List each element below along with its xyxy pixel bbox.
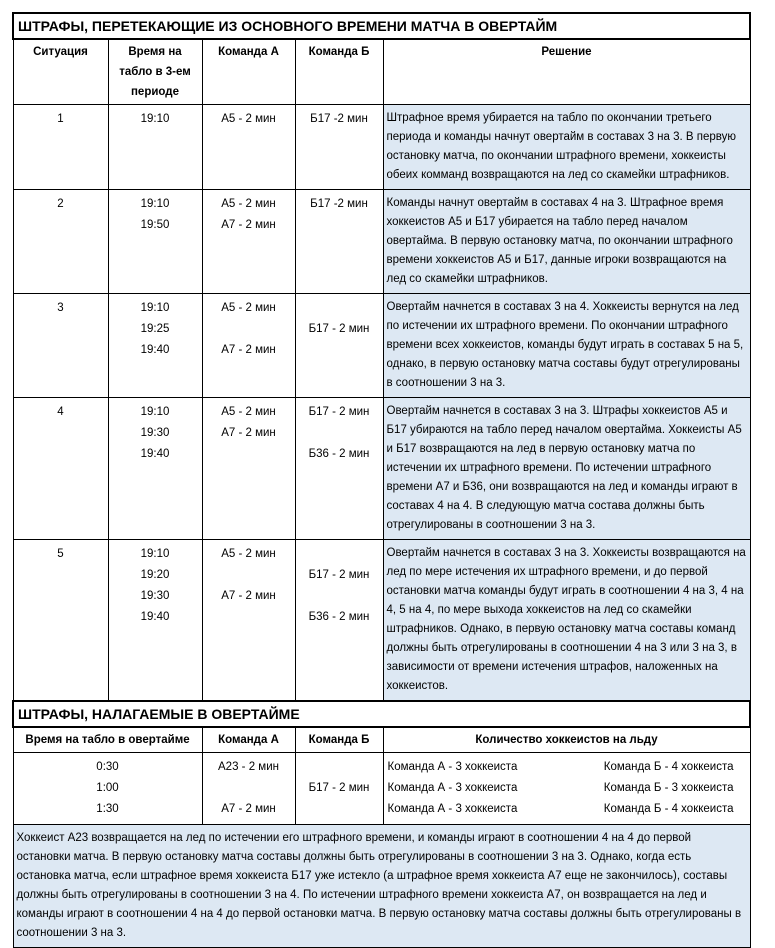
team-b-penalty <box>298 298 381 319</box>
team-a-penalty <box>205 319 293 340</box>
header-team-a: Команда А <box>202 39 295 105</box>
ot-time-value: 1:00 <box>96 782 119 794</box>
team-a-penalty: А7 - 2 мин <box>221 427 276 439</box>
ot-team-a-penalty <box>205 778 293 799</box>
situation-number: 4 <box>13 398 108 540</box>
header-ot-players: Количество хоккеистов на льду <box>383 727 750 753</box>
ot-note: Хоккеист А23 возвращается на лед по истечении его штрафного времени, и команды играют в соотношении 4 на 4 до первой остановки матча. В первую остановку матча составы должны быть отрегулированы в соотношении 3 на 3. Однако, когда есть остановка матча, если штрафное время хоккеиста Б17 уже истекло (а штрафное время хоккеиста А7 еще не закончилось), составы должны быть отрегулированы в соотношении 3 на 4. По истечении штрафного времени хоккеиста А7, он возвращается на лед и команды играют в соотношении 4 на 4 до первой остановки матча. В первую остановку матча составы должны быть отрегулированы в соотношении 3 на 3. <box>13 825 750 948</box>
team-a-penalty: А7 - 2 мин <box>221 590 276 602</box>
section1-title: ШТРАФЫ, ПЕРЕТЕКАЮЩИЕ ИЗ ОСНОВНОГО ВРЕМЕНИ МАТЧА В ОВЕРТАЙМ <box>13 13 750 39</box>
team-b-cell <box>295 105 383 190</box>
team-b-penalty <box>298 586 381 607</box>
header-ot-team-b: Команда Б <box>295 727 383 753</box>
ot-team-b-penalty <box>298 799 381 820</box>
decision-text: Штрафное время убирается на табло по окончании третьего периода и команды начнут овертайм в составах 3 на 3. В первую остановку матча, по окончании штрафного времени, хоккеисты обеих комманд возвращаются на лед со скамейки штрафников. <box>383 105 750 190</box>
team-a-cell <box>202 294 295 398</box>
team-a-penalty <box>205 565 293 586</box>
section2-title: ШТРАФЫ, НАЛАГАЕМЫЕ В ОВЕРТАЙМЕ <box>13 701 750 727</box>
team-b-penalty: Б17 -2 мин <box>310 198 368 210</box>
team-a-players: Команда А - 3 хоккеиста <box>387 782 518 794</box>
team-a-cell <box>202 190 295 294</box>
situation-number: 1 <box>13 105 108 190</box>
situation-row <box>13 190 750 294</box>
header-team-b: Команда Б <box>295 39 383 105</box>
header-situation: Ситуация <box>13 39 108 105</box>
situation-number: 5 <box>13 540 108 702</box>
header-time: Время на табло в 3-ем периоде <box>108 39 202 105</box>
time-value: 19:20 <box>140 569 170 581</box>
time-value: 19:40 <box>140 448 170 460</box>
ot-time-value: 0:30 <box>96 761 119 773</box>
team-b-penalty: Б36 - 2 мин <box>308 611 370 623</box>
document-page <box>12 12 749 948</box>
team-a-penalty <box>205 607 293 628</box>
players-line <box>386 799 748 820</box>
team-b-players: Команда Б - 3 хоккеиста <box>603 782 734 794</box>
time-value: 19:10 <box>140 548 170 560</box>
ot-team-b-penalty: Б17 - 2 мин <box>308 782 370 794</box>
team-b-penalty: Б17 - 2 мин <box>308 323 370 335</box>
time-value: 19:10 <box>140 406 170 418</box>
team-b-penalty: Б36 - 2 мин <box>308 448 370 460</box>
ot-time-value: 1:30 <box>96 803 119 815</box>
team-b-penalty: Б17 - 2 мин <box>308 569 370 581</box>
time-value: 19:30 <box>140 590 170 602</box>
time-value: 19:30 <box>140 427 170 439</box>
team-a-penalty: А5 - 2 мин <box>221 302 276 314</box>
time-value: 19:10 <box>140 113 170 125</box>
players-line <box>386 757 748 778</box>
team-b-players: Команда Б - 4 хоккеиста <box>603 761 734 773</box>
time-value: 19:50 <box>140 219 170 231</box>
team-a-penalty: А7 - 2 мин <box>221 219 276 231</box>
decision-text: Команды начнут овертайм в составах 4 на 3. Штрафное время хоккеистов А5 и Б17 убирается на табло перед началом овертайма. В первую остановку матча, по окончании штрафного времени хоккеистов А5 и Б17, данные игроки возвращаются на лед со скамейки штрафников. <box>383 190 750 294</box>
situation-row <box>13 398 750 540</box>
time-cell <box>108 398 202 540</box>
decision-text: Овертайм начнется в составах 3 на 3. Хоккеисты возвращаются на лед по мере истечения их штрафного времени, и до первой остановки матча команды будут играть в соотношении 4 на 3, 4 на 4, 5 на 4, по мере выхода хоккеистов на лед со скамейки штрафников. Однако, в первую остановку матча составы команд должны быть отрегулированы в соотношении 4 на 3 или 3 на 3, в зависимости от времени истечения штрафов, наложенных на хоккеистов. <box>383 540 750 702</box>
team-b-penalty: Б17 - 2 мин <box>308 406 370 418</box>
ot-team-a-cell <box>202 753 295 825</box>
team-b-players: Команда Б - 4 хоккеиста <box>603 803 734 815</box>
players-line <box>386 778 748 799</box>
time-value: 19:10 <box>140 198 170 210</box>
team-b-cell <box>295 190 383 294</box>
ot-team-b-cell <box>295 753 383 825</box>
team-b-cell <box>295 398 383 540</box>
decision-text: Овертайм начнется в составах 3 на 4. Хоккеисты вернутся на лед по истечении их штрафного времени. По окончании штрафного времени всех хоккеистов, команды будут играть в составах 5 на 5, однако, в первую остановку матча составы будут отрегулированы в соотношении 3 на 3. <box>383 294 750 398</box>
header-ot-time: Время на табло в овертайме <box>13 727 202 753</box>
team-a-penalty <box>205 444 293 465</box>
team-b-penalty: Б17 -2 мин <box>310 113 368 125</box>
ot-row <box>13 753 750 825</box>
time-cell <box>108 105 202 190</box>
team-a-penalty: А5 - 2 мин <box>221 198 276 210</box>
team-a-penalty: А7 - 2 мин <box>221 344 276 356</box>
team-a-cell <box>202 398 295 540</box>
team-b-penalty <box>298 215 381 236</box>
team-b-cell <box>295 294 383 398</box>
team-b-cell <box>295 540 383 702</box>
ot-team-b-penalty <box>298 757 381 778</box>
team-b-penalty <box>298 423 381 444</box>
situation-number: 3 <box>13 294 108 398</box>
team-a-penalty: А5 - 2 мин <box>221 113 276 125</box>
time-value: 19:40 <box>140 611 170 623</box>
team-a-penalty: А5 - 2 мин <box>221 406 276 418</box>
situation-row <box>13 105 750 190</box>
header-ot-team-a: Команда А <box>202 727 295 753</box>
situation-number: 2 <box>13 190 108 294</box>
decision-text: Овертайм начнется в составах 3 на 3. Штрафы хоккеистов А5 и Б17 убираются на табло перед началом овертайма. Хоккеисты А5 и Б17 возвращаются на лед в первую остановку матча по истечении их штрафного времени. По истечении штрафного времени А7 и Б36, они возвращаются на лед и команды играют в составах 4 на 4. В следующую матча состава должны быть отрегулированы в соотношении 3 на 3. <box>383 398 750 540</box>
situation-row <box>13 540 750 702</box>
header-decision: Решение <box>383 39 750 105</box>
ot-times-cell <box>13 753 202 825</box>
time-value: 19:25 <box>140 323 170 335</box>
situation-row <box>13 294 750 398</box>
time-cell <box>108 540 202 702</box>
team-a-penalty: А5 - 2 мин <box>221 548 276 560</box>
team-a-players: Команда А - 3 хоккеиста <box>387 761 518 773</box>
team-a-cell <box>202 540 295 702</box>
ot-players-cell <box>383 753 750 825</box>
time-cell <box>108 190 202 294</box>
team-b-penalty <box>298 544 381 565</box>
ot-team-a-penalty: А23 - 2 мин <box>218 761 279 773</box>
team-b-penalty <box>298 340 381 361</box>
team-a-players: Команда А - 3 хоккеиста <box>387 803 518 815</box>
time-cell <box>108 294 202 398</box>
time-value: 19:10 <box>140 302 170 314</box>
time-value: 19:40 <box>140 344 170 356</box>
team-a-cell <box>202 105 295 190</box>
overtime-penalties-table <box>12 12 751 948</box>
ot-team-a-penalty: А7 - 2 мин <box>221 803 276 815</box>
